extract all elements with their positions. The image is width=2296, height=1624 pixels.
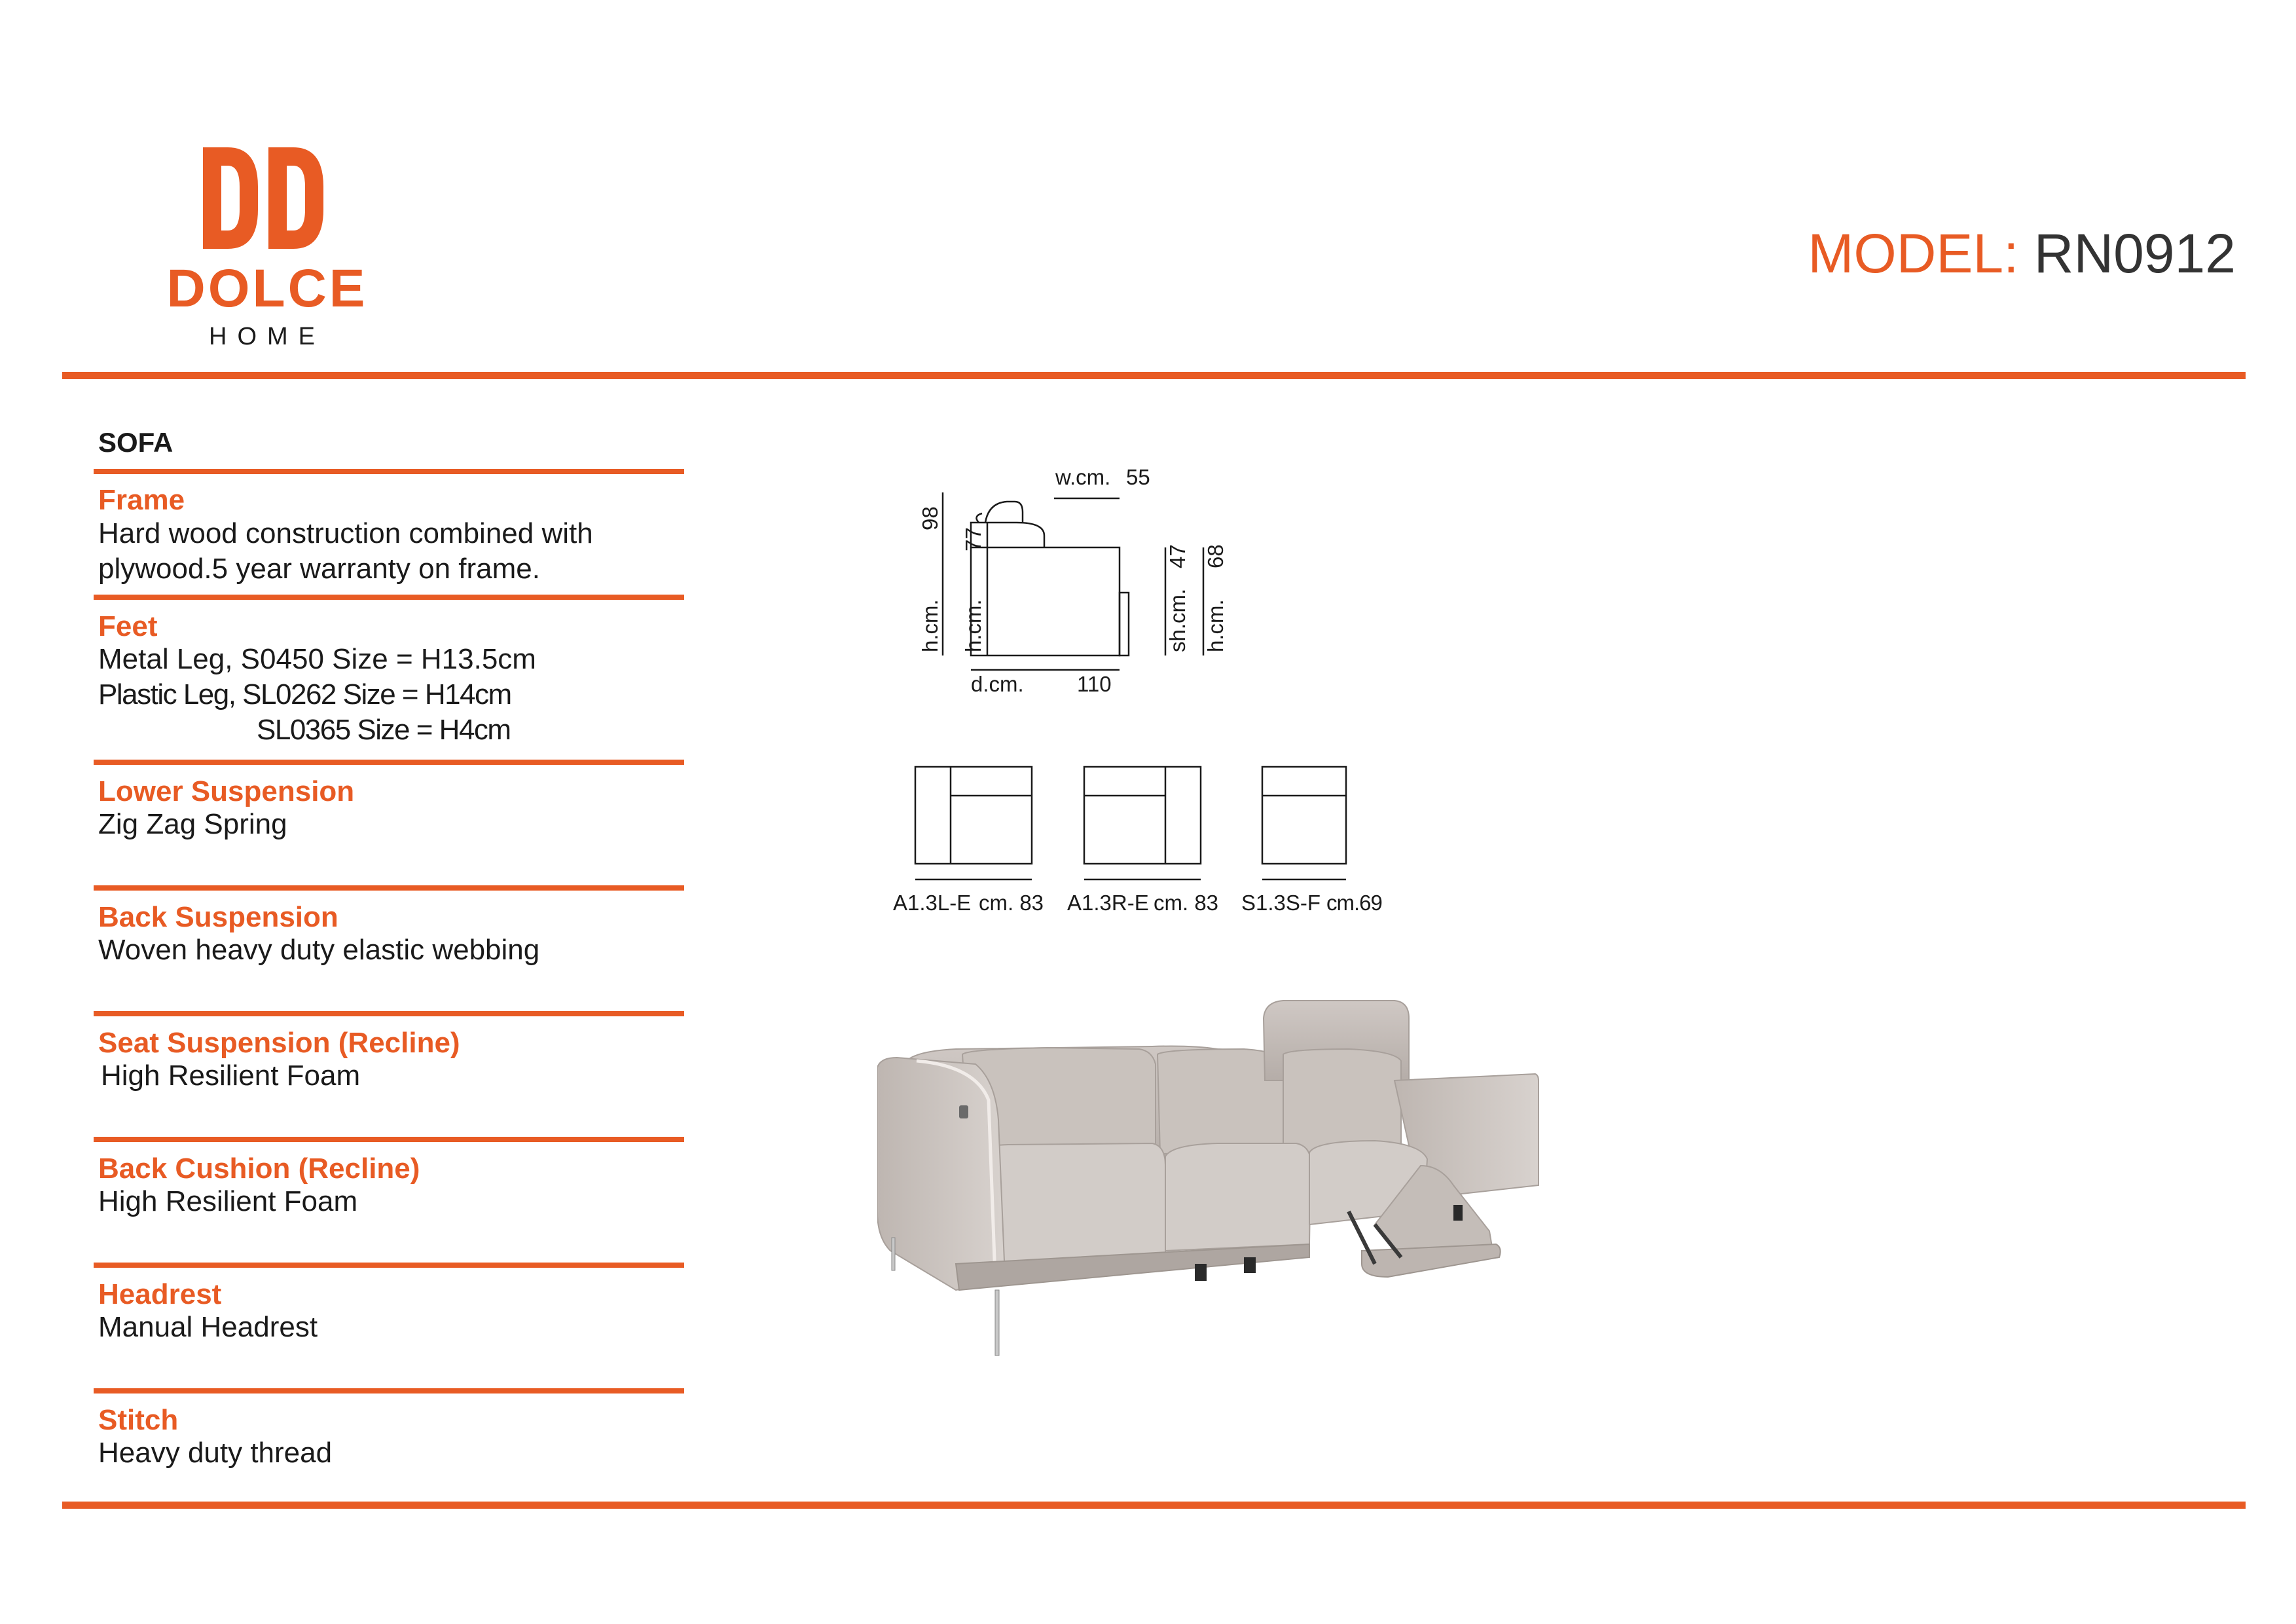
feet-heading: Feet bbox=[98, 610, 158, 642]
arm-height-label: h.cm. bbox=[1203, 599, 1228, 652]
spec-divider bbox=[94, 595, 684, 600]
width-label: w.cm. bbox=[1055, 465, 1111, 489]
module-size: cm.69 bbox=[1326, 891, 1382, 915]
feet-line-1: Metal Leg, S0450 Size = H13.5cm bbox=[98, 643, 536, 675]
brand-subtitle: HOME bbox=[209, 323, 325, 350]
frame-heading: Frame bbox=[98, 484, 185, 516]
spec-divider bbox=[94, 1263, 684, 1268]
seat-suspension-heading: Seat Suspension (Recline) bbox=[98, 1027, 460, 1059]
footer-divider bbox=[62, 1502, 2246, 1509]
frame-line-2: plywood.5 year warranty on frame. bbox=[98, 553, 540, 585]
module-size: cm. 83 bbox=[1154, 891, 1219, 915]
spec-divider bbox=[94, 1011, 684, 1016]
height-back-label: h.cm. bbox=[961, 599, 985, 652]
stitch-heading: Stitch bbox=[98, 1404, 179, 1436]
headrest-heading: Headrest bbox=[98, 1278, 222, 1310]
feet-line-2: Plastic Leg, SL0262 Size = H14cm bbox=[98, 678, 511, 710]
seat-height-value: 47 bbox=[1165, 544, 1190, 568]
spec-title: SOFA bbox=[98, 427, 173, 458]
lower-suspension-text: Zig Zag Spring bbox=[98, 808, 287, 840]
module-diagrams bbox=[877, 750, 1414, 933]
height-label: h.cm. bbox=[918, 599, 942, 652]
headrest-text: Manual Headrest bbox=[98, 1311, 318, 1343]
model-label: MODEL: bbox=[1808, 223, 2019, 284]
width-value: 55 bbox=[1126, 465, 1150, 489]
feet-line-3: SL0365 Size = H4cm bbox=[257, 714, 511, 746]
model-value: RN0912 bbox=[2033, 223, 2236, 284]
seat-height-label: sh.cm. bbox=[1165, 588, 1190, 652]
frame-line-1: Hard wood construction combined with bbox=[98, 517, 593, 549]
model-heading bbox=[1808, 223, 2236, 284]
module-code: A1.3R-E bbox=[1067, 891, 1149, 915]
dimension-diagram bbox=[851, 452, 1270, 714]
back-cushion-heading: Back Cushion (Recline) bbox=[98, 1153, 420, 1185]
arm-height-value: 68 bbox=[1203, 544, 1228, 568]
height-max-value: 98 bbox=[918, 506, 942, 530]
module-size: cm. 83 bbox=[979, 891, 1044, 915]
back-suspension-heading: Back Suspension bbox=[98, 901, 338, 933]
depth-value: 110 bbox=[1077, 672, 1112, 696]
spec-divider bbox=[94, 885, 684, 891]
module-code: A1.3L-E bbox=[893, 891, 972, 915]
spec-divider bbox=[94, 469, 684, 474]
height-back-value: 77 bbox=[961, 527, 985, 551]
spec-divider bbox=[94, 1388, 684, 1393]
lower-suspension-heading: Lower Suspension bbox=[98, 775, 355, 807]
header-divider bbox=[62, 372, 2246, 379]
depth-label: d.cm. bbox=[971, 672, 1024, 696]
dolce-logo-mark bbox=[203, 147, 327, 249]
seat-suspension-text: High Resilient Foam bbox=[101, 1060, 361, 1092]
spec-divider bbox=[94, 760, 684, 765]
module-code: S1.3S-F bbox=[1241, 891, 1321, 915]
sofa-product-image bbox=[877, 989, 1571, 1369]
spec-divider bbox=[94, 1137, 684, 1142]
back-cushion-text: High Resilient Foam bbox=[98, 1185, 358, 1217]
back-suspension-text: Woven heavy duty elastic webbing bbox=[98, 934, 540, 966]
stitch-text: Heavy duty thread bbox=[98, 1437, 333, 1469]
brand-name: DOLCE bbox=[166, 259, 368, 318]
